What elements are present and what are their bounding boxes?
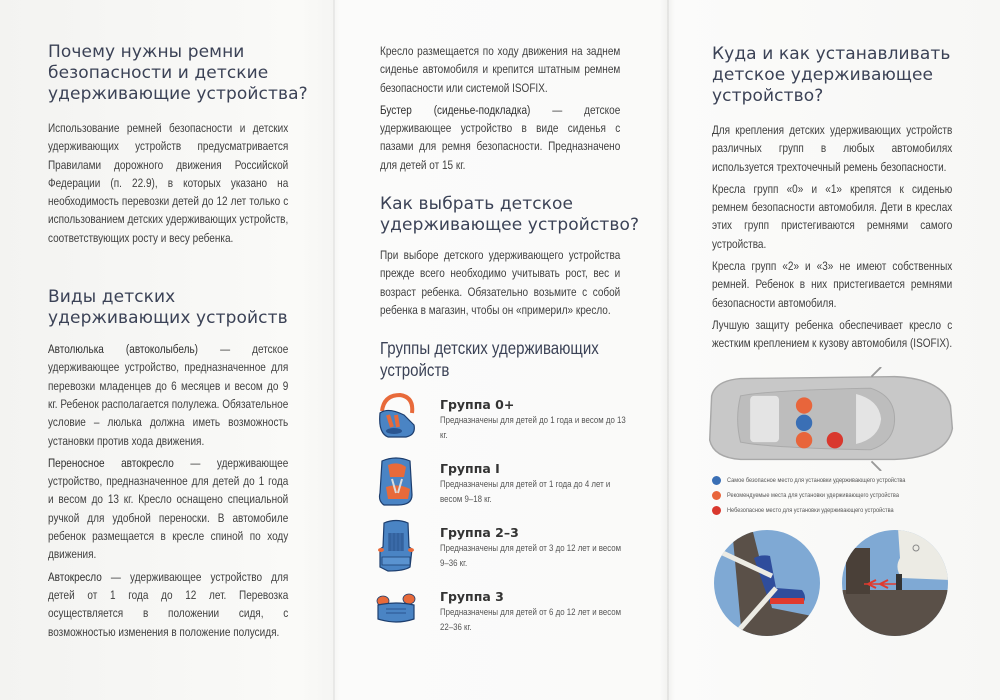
groups-heading-block (380, 337, 632, 381)
choose-heading-line-2: удерживающее устройство? (380, 215, 640, 236)
type-text: — удерживающее устройство для детей от 1 года до 12 лет. Перевозка осуществляется в положении сидя, с возможностью изменения в положение полусидя. (48, 569, 289, 639)
car-top-view-diagram (702, 367, 962, 471)
seat-dot-recommended (796, 397, 812, 413)
choose-block (380, 246, 620, 319)
panel-left (48, 0, 308, 700)
seat-dot-safest (796, 414, 812, 430)
group-desc: Предназначены для детей от 1 года до 4 лет и весом 9–18 кг. (440, 479, 611, 506)
groups-heading-line-2: устройств (380, 360, 450, 381)
where-heading-line-3: устройство? (712, 86, 824, 106)
where-paragraph-2: Кресла групп «0» и «1» крепятся к сиденью ремнем безопасности автомобиля. Дети в креслах этих групп пристегиваются ремнями самого устройства. (712, 181, 953, 251)
panel-middle (380, 0, 640, 700)
group-text (440, 525, 630, 571)
types-heading-line-1: Виды детских (48, 287, 176, 308)
rear-window (750, 395, 779, 441)
highback-booster-icon (374, 519, 418, 573)
choose-text: При выборе детского удерживающего устройства прежде всего необходимо учитывать рост, вес и возраст ребенка. Обязательно возьмите с собой ребенка в магазин, чтобы он «примерил» кресло. (380, 248, 621, 317)
legend-label: Рекомендуемые места для установки удерживающего устройства (727, 491, 899, 499)
legend-item-recommended (712, 488, 952, 503)
where-block (712, 121, 952, 353)
group-title: Группа 2–3 (440, 525, 519, 541)
fold-line-1 (333, 0, 335, 700)
where-heading-line-2: детское удерживающее (712, 65, 934, 85)
group-text (440, 461, 630, 507)
isofix-install-illustration (840, 528, 950, 638)
group-item-1 (380, 455, 620, 519)
group-item-3 (380, 583, 620, 647)
legend-item-safest (712, 473, 952, 488)
group-text (440, 589, 630, 635)
type-text: — детское удерживающее устройство, предназначенное для перевозки младенцев до 6 месяцев и весом до 9 кг. Ребенок располагается полулежа. Обязательное условие – люлька должна иметь возможность установки против хода движения. (48, 342, 289, 448)
where-paragraph-1: Для крепления детских удерживающих устройств различных групп в любых автомобилях используется трехточечный ремень безопасности. (712, 123, 953, 174)
booster-cushion-icon (374, 583, 418, 637)
group-item-2-3 (380, 519, 620, 583)
group-item-0plus (380, 391, 626, 455)
group-desc: Предназначены для детей от 6 до 12 лет и весом 22–36 кг. (440, 607, 622, 634)
legend-item-unsafe (712, 503, 952, 518)
choose-heading-line-1: Как выбрать детское (380, 194, 574, 215)
booster-desc: — детское удерживающее устройство в виде сиденья с пазами для ремня безопасности. Предназначено для детей от 15 кг. (380, 102, 621, 172)
where-heading (712, 44, 952, 107)
infant-carrier-icon (374, 391, 418, 445)
group-title: Группа 3 (440, 589, 504, 605)
group-desc: Предназначены для детей до 1 года и весом до 13 кг. (440, 415, 626, 442)
group-desc: Предназначены для детей от 3 до 12 лет и весом 9–36 кг. (440, 543, 622, 570)
middle-top-block (380, 42, 620, 174)
groups-heading (380, 337, 632, 381)
panel-right (712, 0, 952, 700)
booster-text (380, 101, 620, 174)
install-illustrations (712, 528, 952, 638)
why-heading-line-3: удерживающие устройства? (48, 84, 308, 104)
fold-line-2 (667, 0, 669, 700)
legend-label: Самое безопасное место для установки удерживающего устройства (727, 476, 906, 484)
types-block (48, 340, 288, 641)
type-portable-seat (48, 454, 288, 564)
choose-heading (380, 194, 640, 236)
type-text: — удерживающее устройство, предназначенное для детей до 1 года и весом до 13 кг. Кресло оснащено специальной ручкой для удобной переноски. В автомобиле ребенок размещается в кресле спиной по ходу движения. (48, 455, 289, 562)
group-text (440, 397, 630, 443)
seat-dot-recommended (796, 432, 812, 448)
where-paragraph-4: Лучшую защиту ребенка обеспечивает кресло с жестким креплением к кузову автомобиля (ISOFIX). (712, 317, 953, 351)
groups-heading-line-1: Группы детских удерживающих (380, 338, 599, 359)
child-seat-icon (374, 455, 418, 509)
why-text-block (48, 119, 288, 247)
seatbelt-install-illustration (712, 528, 822, 638)
type-term: Переносное автокресло (48, 455, 174, 470)
why-heading (48, 42, 308, 105)
why-heading-line-1: Почему нужны ремни (48, 42, 245, 62)
types-heading-line-2: удерживающих устройств (48, 308, 288, 329)
type-term: Автолюлька (автоколыбель) (48, 342, 198, 357)
autoseat-continued-text: Кресло размещается по ходу движения на заднем сиденье автомобиля и крепится штатным ремнем безопасности или системой ISOFIX. (380, 44, 621, 95)
legend-dot-red (712, 506, 721, 515)
where-heading-line-1: Куда и как устанавливать (712, 44, 951, 64)
seat-legend (712, 473, 952, 518)
type-infant-carrier (48, 340, 288, 450)
why-text: Использование ремней безопасности и детских удерживающих устройств предусматривается Правилами дорожного движения Российской Федерации (п. 22.9), в которых указано на необходимость перевозки детей до 12 лет только с использованием детских удерживающих устройств, соответствующих росту и весу ребенка. (48, 121, 289, 245)
types-heading (48, 287, 288, 329)
group-title: Группа I (440, 461, 500, 477)
groups-list (380, 391, 626, 647)
where-paragraph-3: Кресла групп «2» и «3» не имеют собственных ремней. Ребенок в них пристегивается ремнями безопасности автомобиля. (712, 259, 953, 310)
booster-term: Бустер (сиденье-подкладка) (380, 102, 531, 117)
type-car-seat (48, 568, 288, 641)
group-title: Группа 0+ (440, 397, 515, 413)
type-term: Автокресло (48, 569, 102, 584)
why-heading-line-2: безопасности и детские (48, 63, 269, 83)
seat-dot-unsafe (827, 432, 843, 448)
legend-dot-orange (712, 491, 721, 500)
legend-dot-blue (712, 476, 721, 485)
legend-label: Небезопасное место для установки удерживающего устройства (727, 506, 894, 514)
